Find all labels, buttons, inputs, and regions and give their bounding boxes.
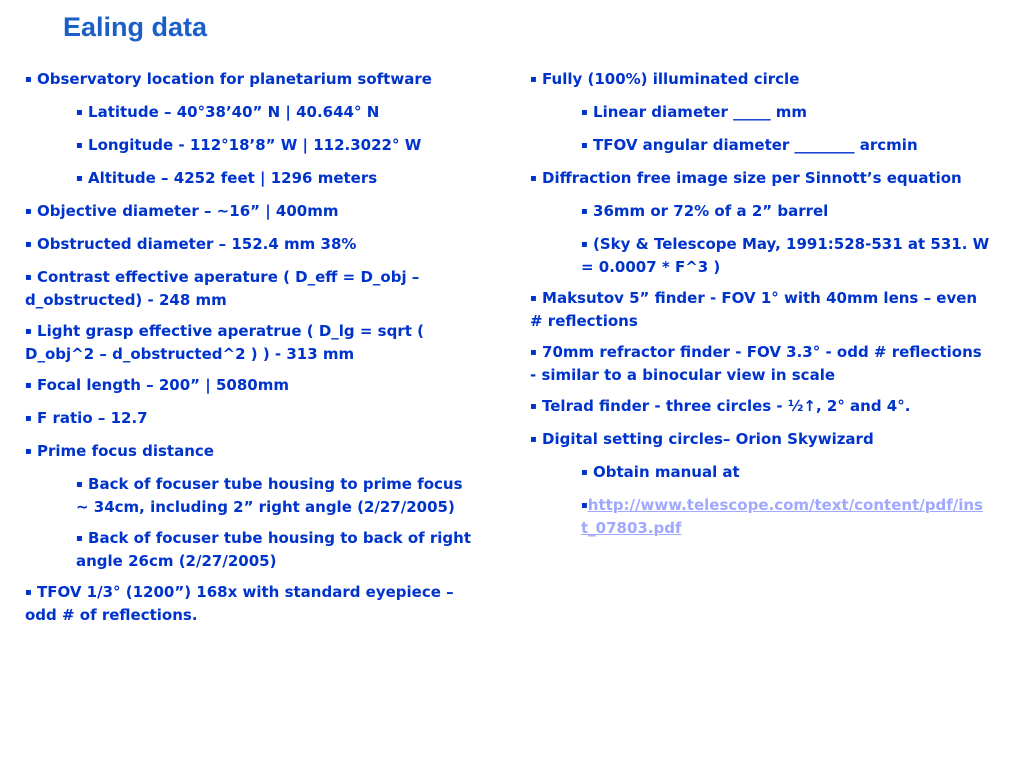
bullet-item [530,495,990,539]
bullet-icon: ▪ [530,293,537,304]
bullet-item [530,429,990,452]
bullet-text: Telrad finder - three circles - ½↑, 2° and 4°. [542,397,911,415]
bullet-text: 36mm or 72% of a 2” barrel [593,202,829,220]
bullet-item [530,462,990,485]
bullet-icon: ▪ [25,587,32,598]
bullet-text: Latitude – 40°38’40” N | 40.644° N [88,103,380,121]
bullet-text: Longitude - 112°18’8” W | 112.3022° W [88,136,422,154]
bullet-icon: ▪ [76,107,83,118]
bullet-icon: ▪ [25,206,32,217]
bullet-icon: ▪ [76,173,83,184]
page-title: Ealing data [63,12,208,42]
left-column [25,69,480,636]
bullet-item [530,396,990,419]
bullet-text: Maksutov 5” finder - FOV 1° with 40mm lens – even # reflections [530,289,978,330]
bullet-icon: ▪ [581,500,588,511]
bullet-text: Back of focuser tube housing to prime focus ~ 34cm, including 2” right angle (2/27/2005) [76,475,463,516]
bullet-icon: ▪ [530,401,537,412]
bullet-text: Prime focus distance [37,442,214,460]
bullet-icon: ▪ [25,413,32,424]
bullet-item [25,135,480,158]
bullet-icon: ▪ [76,479,83,490]
bullet-text: Contrast effective aperature ( D_eff = D_obj – d_obstructed) - 248 mm [25,268,420,309]
bullet-text: Focal length – 200” | 5080mm [37,376,289,394]
bullet-item [25,267,480,311]
bullet-icon: ▪ [76,533,83,544]
bullet-icon: ▪ [581,239,588,250]
bullet-item [25,582,480,626]
bullet-item [25,321,480,365]
bullet-icon: ▪ [530,347,537,358]
bullet-item [530,288,990,332]
bullet-text: Altitude – 4252 feet | 1296 meters [88,169,378,187]
bullet-icon: ▪ [581,467,588,478]
bullet-icon: ▪ [25,74,32,85]
bullet-item [25,102,480,125]
bullet-icon: ▪ [581,107,588,118]
bullet-item [25,528,480,572]
bullet-text: Back of focuser tube housing to back of right angle 26cm (2/27/2005) [76,529,472,570]
bullet-item [530,102,990,125]
bullet-item [530,168,990,191]
bullet-icon: ▪ [25,380,32,391]
bullet-text: TFOV angular diameter ________ arcmin [593,136,918,154]
bullet-text: Digital setting circles– Orion Skywizard [542,430,874,448]
bullet-icon: ▪ [530,173,537,184]
bullet-item [25,474,480,518]
bullet-item [25,69,480,92]
bullet-icon: ▪ [76,140,83,151]
bullet-icon: ▪ [25,272,32,283]
bullet-text: (Sky & Telescope May, 1991:528-531 at 531. W = 0.0007 * F^3 ) [581,235,990,276]
bullet-item [25,234,480,257]
bullet-item [530,342,990,386]
bullet-text: Linear diameter _____ mm [593,103,808,121]
bullet-item [25,168,480,191]
bullet-icon: ▪ [25,326,32,337]
bullet-item [530,201,990,224]
manual-link[interactable]: http://www.telescope.com/text/content/pdf/inst_07803.pdf [581,496,983,537]
bullet-icon: ▪ [25,239,32,250]
bullet-item [25,441,480,464]
bullet-text: Diffraction free image size per Sinnott’s equation [542,169,962,187]
bullet-item [25,408,480,431]
bullet-icon: ▪ [530,434,537,445]
bullet-icon: ▪ [581,206,588,217]
bullet-text: Objective diameter – ~16” | 400mm [37,202,339,220]
bullet-item [25,201,480,224]
bullet-text: Fully (100%) illuminated circle [542,70,800,88]
bullet-text: Observatory location for planetarium software [37,70,432,88]
bullet-text: 70mm refractor finder - FOV 3.3° - odd # reflections - similar to a binocular view in scale [530,343,982,384]
bullet-text: Light grasp effective aperatrue ( D_lg = sqrt ( D_obj^2 – d_obstructed^2 ) ) - 313 mm [25,322,424,363]
bullet-icon: ▪ [530,74,537,85]
bullet-item [25,375,480,398]
bullet-item [530,135,990,158]
bullet-text: Obtain manual at [593,463,740,481]
bullet-item [530,234,990,278]
bullet-icon: ▪ [581,140,588,151]
bullet-text: Obstructed diameter – 152.4 mm 38% [37,235,357,253]
bullet-icon: ▪ [25,446,32,457]
bullet-item [530,69,990,92]
bullet-text: TFOV 1/3° (1200”) 168x with standard eyepiece – odd # of reflections. [25,583,454,624]
right-column [530,69,990,549]
bullet-text: F ratio – 12.7 [37,409,148,427]
